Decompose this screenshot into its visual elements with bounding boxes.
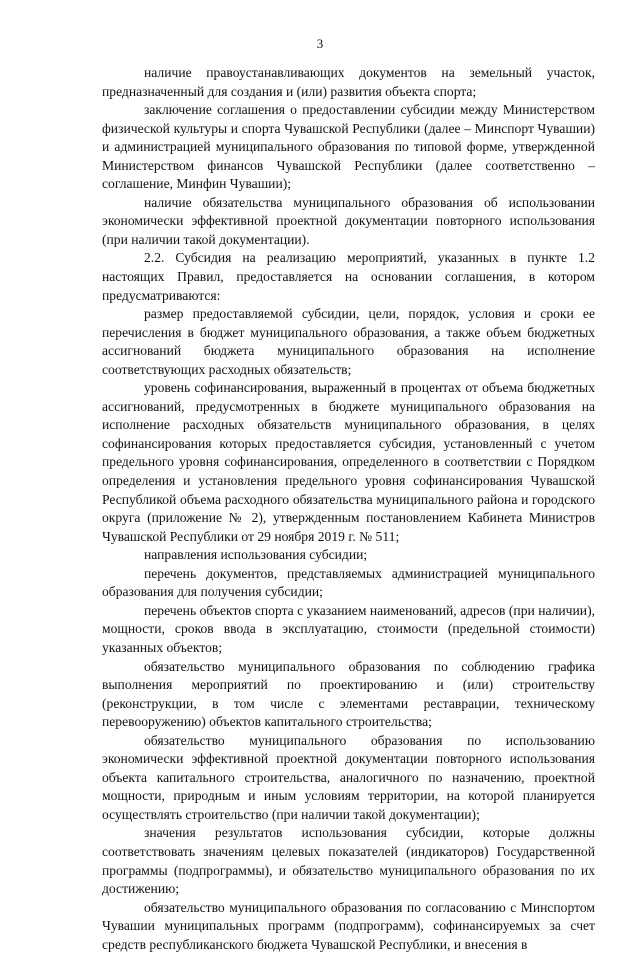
- paragraph-subsidy-agreement: заключение соглашения о предоставлении субсидии между Министерством физической культуры и спорта Чувашской Республики (далее – Минспорт Чувашии) и администрацией муниципального образования по типовой форме, утвержденной Министерством финансов Чувашской Республики (далее соответственно – соглашение, Минфин Чувашии);: [102, 102, 595, 192]
- document-body: [102, 64, 595, 954]
- paragraph-subsidy-directions: направления использования субсидии;: [144, 547, 368, 563]
- paragraph-programs-approval: обязательство муниципального образования по согласованию с Минспортом Чувашии муниципальных программ (подпрограмм), софинансируемых за счет средств республиканского бюджета Чувашской Республики, и внесения в: [102, 899, 595, 952]
- paragraph-schedule-obligation: обязательство муниципального образования по соблюдению графика выполнения мероприятий по проектированию и (или) строительству (реконструкции, в том числе с элементами реставрации, техническому перевооружению) объектов капитального строительства;: [102, 658, 595, 730]
- paragraph-land-documents: наличие правоустанавливающих документов на земельный участок, предназначенный для создания и (или) развития объекта спорта;: [102, 65, 595, 99]
- paragraph-sport-objects-list: перечень объектов спорта с указанием наименований, адресов (при наличии), мощности, сроков ввода в эксплуатацию, стоимости (предельной стоимости) указанных объектов;: [102, 602, 595, 655]
- page-number: 3: [316, 36, 324, 51]
- paragraph-reuse-obligation: обязательство муниципального образования по использованию экономически эффективной проектной документации повторного использования объекта капитального строительства, аналогичного по назначению, проектной мощности, природным и иным условиям территории, на которой планируется осуществлять строительство (при наличии такой документации);: [102, 732, 595, 822]
- paragraph-clause-2-2: 2.2. Субсидия на реализацию мероприятий, указанных в пункте 1.2 настоящих Правил, предоставляется на основании соглашения, в котором предусматриваются:: [102, 250, 595, 303]
- paragraph-result-values: значения результатов использования субсидии, которые должны соответствовать значениям целевых показателей (индикаторов) Государственной программы (подпрограммы), и обязательство муниципального образования по их достижению;: [102, 825, 595, 897]
- paragraph-cofinancing-level: уровень софинансирования, выраженный в процентах от объема бюджетных ассигнований, предусмотренных в бюджете муниципального образования на исполнение расходных обязательств муниципального образования, в целях софинансирования которых предоставляется субсидия, установленный с учетом предельного уровня софинансирования, определенного в соответствии с Порядком определения и установления предельного уровня софинансирования Чувашской Республикой объема расходного обязательства муниципального района и городского округа (приложение № 2), утвержденным постановлением Кабинета Министров Чувашской Республики от 29 ноября 2019 г. № 511;: [102, 380, 595, 544]
- paragraph-subsidy-amount: размер предоставляемой субсидии, цели, порядок, условия и сроки ее перечисления в бюджет муниципального образования, а также объем бюджетных ассигнований бюджета муниципального образования на исполнение соответствующих расходных обязательств;: [102, 306, 595, 377]
- paragraph-design-documentation: наличие обязательства муниципального образования об использовании экономически эффективной проектной документации повторного использования (при наличии такой документации).: [102, 194, 595, 247]
- paragraph-documents-list: перечень документов, представляемых администрацией муниципального образования для получения субсидии;: [102, 565, 595, 600]
